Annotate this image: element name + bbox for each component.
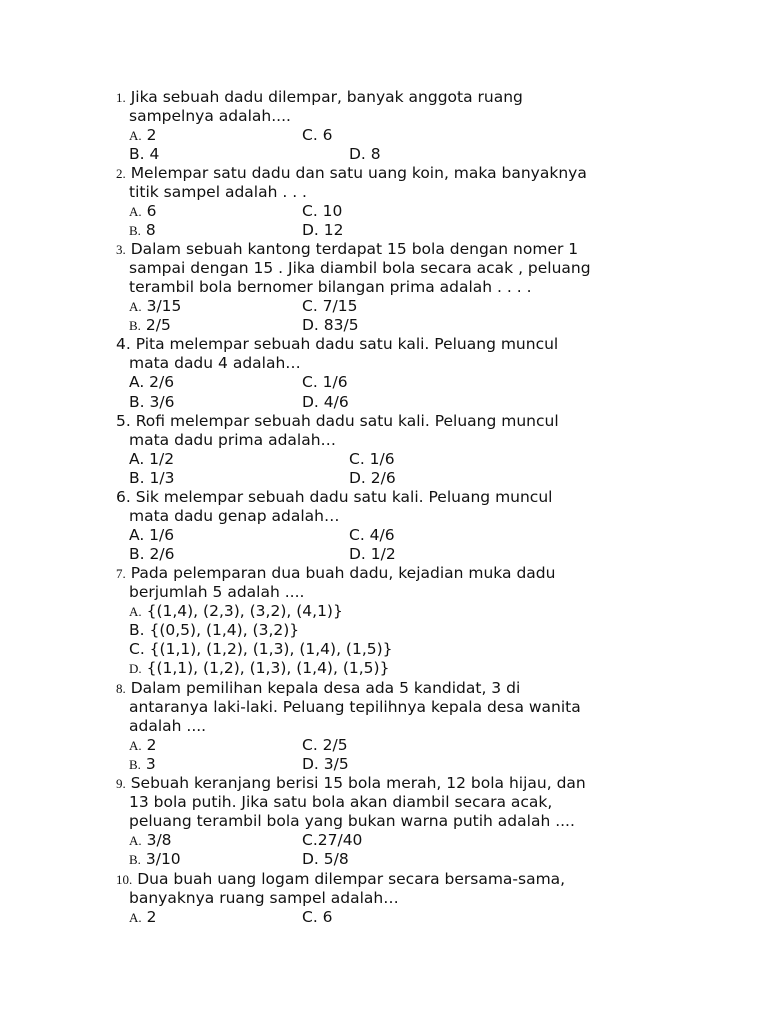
option-a: A. 1/6 [129,526,175,544]
question-text-continued: 13 bola putih. Jika satu bola akan diambil secara acak, [129,793,553,811]
option-letter: A. [129,299,142,314]
question-text: Pada pelemparan dua buah dadu, kejadian muka dadu [130,564,556,582]
option-letter: A. [129,910,142,925]
option-text: 2 [146,736,157,754]
option-a [129,126,156,145]
question-1 [116,88,523,107]
option-text: 3 [145,755,156,773]
option-b: B. 4 [129,145,160,163]
question-number: 8. [116,681,126,696]
option-c: C. 10 [302,202,343,220]
option-d: D. 83/5 [302,316,359,334]
option-letter: A. [129,128,142,143]
question-text: Melempar satu dadu dan satu uang koin, maka banyaknya [130,164,587,182]
option-letter: A. [129,833,142,848]
question-number: 1. [116,90,126,105]
option-a [129,202,156,221]
option-d: D. 4/6 [302,393,349,411]
option-letter: B. [129,318,141,333]
question-text: Sebuah keranjang berisi 15 bola merah, 12 bola hijau, dan [130,774,586,792]
option-c: C.27/40 [302,831,363,849]
question-text: Dalam pemilihan kepala desa ada 5 kandidat, 3 di [130,679,521,697]
question-number: 2. [116,166,126,181]
option-b: B. 3/6 [129,393,175,411]
option-b: B. 1/3 [129,469,175,487]
option-letter: A. [129,738,142,753]
option-b [129,850,181,869]
question-text: Pita melempar sebuah dadu satu kali. Peluang muncul [135,335,559,353]
option-text: 2 [146,126,157,144]
question-text-continued: sampai dengan 15 . Jika diambil bola secara acak , peluang [129,259,591,277]
question-5 [116,412,559,431]
option-text: 2 [146,908,157,926]
question-number: 9. [116,776,126,791]
option-b: B. {(0,5), (1,4), (3,2)} [129,621,300,639]
question-text-continued: titik sampel adalah . . . [129,183,307,201]
question-7 [116,564,555,583]
option-text: 2/5 [145,316,171,334]
option-a [129,602,343,621]
question-number: 10. [116,872,133,887]
option-letter: B. [129,757,141,772]
question-text-continued: berjumlah 5 adalah .... [129,583,305,601]
option-d: D. 8 [349,145,381,163]
option-text: {(1,1), (1,2), (1,3), (1,4), (1,5)} [146,659,390,677]
option-a [129,831,172,850]
question-text-continued: peluang terambil bola yang bukan warna putih adalah .... [129,812,575,830]
question-number: 4. [116,335,131,353]
option-letter: B. [129,223,141,238]
option-d: D. 3/5 [302,755,349,773]
option-d: D. 2/6 [349,469,396,487]
option-text: {(1,4), (2,3), (3,2), (4,1)} [146,602,343,620]
question-text-continued: mata dadu genap adalah… [129,507,340,525]
question-text-continued: antaranya laki-laki. Peluang tepilihnya kepala desa wanita [129,698,581,716]
question-text-continued: mata dadu 4 adalah… [129,354,301,372]
option-a [129,736,156,755]
question-text: Dalam sebuah kantong terdapat 15 bola dengan nomer 1 [130,240,579,258]
question-4 [116,335,558,354]
question-text: Rofi melempar sebuah dadu satu kali. Peluang muncul [135,412,559,430]
question-number: 7. [116,566,126,581]
option-c: C. {(1,1), (1,2), (1,3), (1,4), (1,5)} [129,640,393,658]
question-10 [116,870,565,889]
option-b: B. 2/6 [129,545,175,563]
option-text: 3/8 [146,831,172,849]
option-c: C. 1/6 [302,373,348,391]
option-a: A. 1/2 [129,450,175,468]
option-c: C. 6 [302,908,333,926]
option-letter: D. [129,661,142,676]
option-text: 3/10 [145,850,181,868]
option-a [129,908,156,927]
question-text: Dua buah uang logam dilempar secara bersama-sama, [137,870,566,888]
question-number: 3. [116,242,126,257]
question-text-continued: mata dadu prima adalah… [129,431,337,449]
option-d: D. 12 [302,221,344,239]
option-text: 8 [145,221,156,239]
option-text: 3/15 [146,297,182,315]
option-b [129,221,156,240]
question-8 [116,679,520,698]
option-c: C. 7/15 [302,297,358,315]
question-text-continued: adalah .... [129,717,207,735]
option-letter: A. [129,204,142,219]
question-text-continued: banyaknya ruang sampel adalah… [129,889,399,907]
question-number: 6. [116,488,131,506]
option-c: C. 2/5 [302,736,348,754]
option-letter: A. [129,604,142,619]
question-text-continued: sampelnya adalah.... [129,107,291,125]
question-number: 5. [116,412,131,430]
question-text: Jika sebuah dadu dilempar, banyak anggota ruang [130,88,523,106]
option-d [129,659,389,678]
question-9 [116,774,586,793]
option-d: D. 5/8 [302,850,349,868]
option-letter: B. [129,852,141,867]
question-text: Sik melempar sebuah dadu satu kali. Peluang muncul [135,488,553,506]
question-6 [116,488,552,507]
question-text-continued: terambil bola bernomer bilangan prima adalah . . . . [129,278,532,296]
option-c: C. 1/6 [349,450,395,468]
option-c: C. 6 [302,126,333,144]
question-3 [116,240,578,259]
option-a: A. 2/6 [129,373,175,391]
option-c: C. 4/6 [349,526,395,544]
option-text: 6 [146,202,157,220]
option-d: D. 1/2 [349,545,396,563]
option-a [129,297,181,316]
question-2 [116,164,587,183]
option-b [129,755,156,774]
option-b [129,316,171,335]
